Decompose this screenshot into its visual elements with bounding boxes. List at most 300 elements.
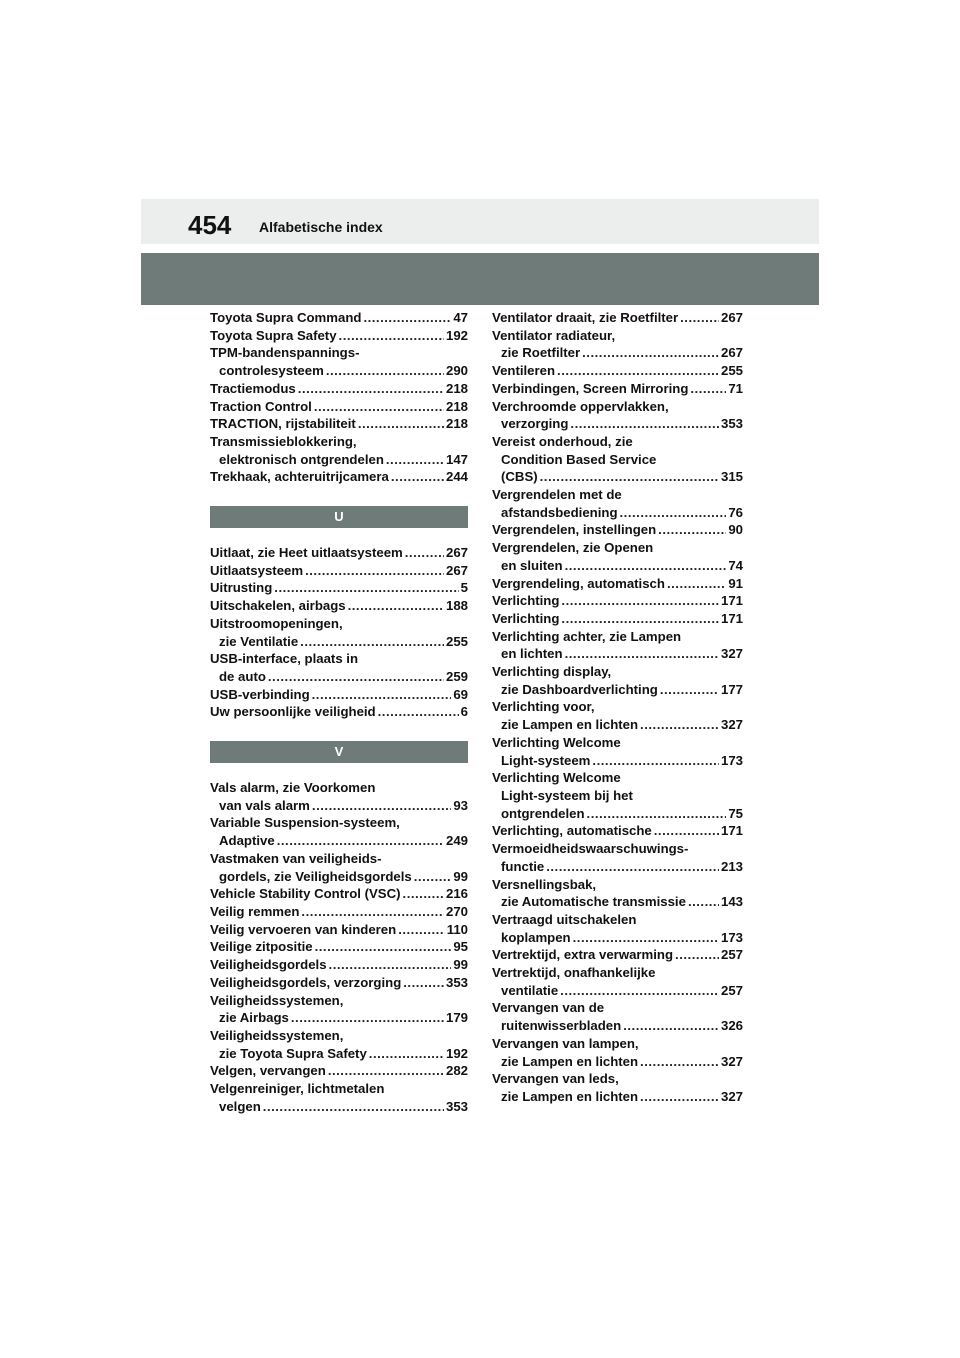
entry-term [210,974,468,992]
index-entry [210,433,468,468]
entry-page-number: 6 [460,704,468,720]
entry-term [210,814,468,832]
dot-leader [592,752,719,770]
entry-term [210,885,468,903]
index-entry [210,344,468,379]
dot-leader [623,1017,719,1035]
dot-leader [573,929,719,947]
entry-text: Vervangen van leds, [492,1071,619,1087]
entry-text: Light-systeem bij het [501,787,633,803]
entry-page-number: 315 [720,469,743,485]
entry-term [492,362,743,380]
entry-page-number: 69 [453,686,468,702]
entry-page-number: 327 [720,717,743,733]
entry-text: USB-verbinding [210,686,310,702]
entry-term-continuation [492,681,743,699]
entry-term-continuation [492,858,743,876]
entry-term-continuation [210,633,468,651]
index-entry [492,946,743,964]
entry-text: Verlichting Welcome [492,770,621,786]
index-entry [210,398,468,416]
entry-page-number: 93 [453,797,468,813]
spacer [210,721,468,741]
entry-page-number: 216 [445,886,468,902]
index-entry [210,562,468,580]
entry-term-continuation [492,504,743,522]
dot-leader [403,885,444,903]
entry-term [210,938,468,956]
entry-page-number: 47 [453,310,468,325]
entry-text: Verlichting achter, zie Lampen [492,628,682,644]
dot-leader [314,398,444,416]
entry-text: Veilig vervoeren van kinderen [210,921,397,937]
dot-leader [363,309,451,327]
entry-text: zie Airbags [219,1010,289,1026]
entry-text: Uitrusting [210,580,273,596]
entry-term-continuation [492,716,743,734]
entry-page-number: 255 [720,363,743,379]
dot-leader [369,1045,444,1063]
entry-page-number: 327 [720,646,743,662]
index-entry [492,362,743,380]
entry-text: Velgenreiniger, lichtmetalen [210,1081,385,1097]
index-entry [210,850,468,885]
entry-page-number: 218 [445,416,468,432]
entry-term [492,663,743,681]
dot-leader [291,1009,444,1027]
entry-term-continuation [492,451,743,469]
dot-leader [277,832,444,850]
index-entry [492,734,743,769]
index-entry [210,686,468,704]
entry-text: Verlichting [492,610,560,626]
dot-leader [301,903,444,921]
entry-term [210,903,468,921]
entry-page-number: 147 [445,451,468,467]
entry-term-continuation [210,868,468,886]
entry-text: Vervangen van lampen, [492,1035,639,1051]
entry-text: gordels, zie Veiligheidsgordels [219,868,412,884]
entry-page-number: 353 [445,1098,468,1114]
entry-page-number: 218 [445,380,468,396]
entry-text: Uitschakelen, airbags [210,598,346,614]
entry-page-number: 327 [720,1088,743,1104]
entry-page-number: 99 [453,957,468,973]
entry-term [210,921,468,939]
entry-page-number: 353 [445,974,468,990]
dot-leader [546,858,719,876]
section-title: Alfabetische index [259,219,383,235]
index-entry [492,1070,743,1105]
dot-leader [315,938,452,956]
entry-page-number: 171 [720,610,743,626]
index-entry [492,911,743,946]
entry-term-continuation [210,1045,468,1063]
entry-term [210,309,468,327]
entry-text: verzorging [501,416,569,432]
entry-text: Vastmaken van veiligheids- [210,850,382,866]
entry-text: Veilige zitpositie [210,939,313,955]
entry-text: Vergrendelen, zie Openen [492,540,654,556]
index-entry [210,1080,468,1115]
dot-leader [587,805,727,823]
entry-text: zie Lampen en lichten [501,1053,639,1069]
dot-leader [660,681,719,699]
entry-term [492,876,743,894]
entry-term [492,964,743,982]
entry-term [492,840,743,858]
dot-leader [690,380,726,398]
dot-leader [263,1098,444,1116]
entry-page-number: 353 [720,416,743,432]
dot-leader [654,822,719,840]
entry-text: Traction Control [210,398,312,414]
index-entry [210,903,468,921]
entry-term-continuation [492,929,743,947]
entry-term [210,956,468,974]
index-entry [492,592,743,610]
entry-text: elektronisch ontgrendelen [219,451,384,467]
entry-page-number: 327 [720,1053,743,1069]
entry-term [210,597,468,615]
index-entry [210,327,468,345]
index-entry [492,610,743,628]
entry-page-number: 71 [728,380,743,396]
entry-term [210,1062,468,1080]
index-entry [492,840,743,875]
dot-leader [312,686,452,704]
dot-leader [561,592,719,610]
entry-term-continuation [492,787,743,805]
entry-term-continuation [210,362,468,380]
entry-term [492,946,743,964]
entry-text: zie Dashboardverlichting [501,681,658,697]
entry-term-continuation [492,468,743,486]
entry-page-number: 249 [445,833,468,849]
dot-leader [386,451,444,469]
index-entry [492,698,743,733]
entry-page-number: 192 [445,327,468,343]
entry-term [492,380,743,398]
entry-term [210,650,468,668]
entry-term [210,415,468,433]
entry-page-number: 257 [720,982,743,998]
entry-term [210,380,468,398]
entry-term-continuation [492,344,743,362]
entry-term-continuation [210,797,468,815]
entry-page-number: 110 [446,921,468,937]
entry-term [210,850,468,868]
entry-text: Transmissieblokkering, [210,433,357,449]
entry-text: Vereist onderhoud, zie [492,433,633,449]
index-entry [210,468,468,486]
dot-leader [329,956,452,974]
dot-leader [561,610,719,628]
entry-text: Uitlaat, zie Heet uitlaatsysteem [210,545,403,561]
dot-leader [300,633,444,651]
dot-leader [305,562,444,580]
entry-text: velgen [219,1098,261,1114]
index-entry [210,814,468,849]
entry-page-number: 218 [445,398,468,414]
entry-text: ventilatie [501,982,559,998]
entry-term-continuation [492,805,743,823]
entry-text: Trekhaak, achteruitrijcamera [210,469,389,485]
index-entry [210,885,468,903]
entry-term [492,911,743,929]
entry-term-continuation [492,557,743,575]
entry-text: koplampen [501,929,571,945]
dot-leader [570,415,719,433]
entry-text: Variable Suspension-systeem, [210,815,400,831]
entry-term [492,575,743,593]
index-entry [210,938,468,956]
entry-page-number: 173 [720,752,743,768]
entry-text: Ventileren [492,363,556,379]
entry-term [492,327,743,345]
index-entry [210,921,468,939]
entry-term [492,433,743,451]
spacer [210,528,468,544]
entry-text: zie Ventilatie [219,633,299,649]
dot-leader [620,504,727,522]
entry-text: Veiligheidssystemen, [210,992,344,1008]
entry-term [210,579,468,597]
page-number: 454 [188,210,232,240]
index-entry [492,309,743,327]
entry-term-continuation [210,1098,468,1116]
entry-text: Tractiemodus [210,380,296,396]
entry-text: Vergrendelen, instellingen [492,522,657,538]
entry-term [210,992,468,1010]
entry-page-number: 267 [445,545,468,561]
entry-page-number: 99 [453,868,468,884]
entry-text: Vermoeidheidswaarschuwings- [492,841,689,857]
dot-leader [405,544,444,562]
index-entry [492,433,743,486]
entry-term [210,327,468,345]
index-column-left [210,309,468,1115]
entry-text: Verbindingen, Screen Mirroring [492,380,689,396]
title-bar [141,253,819,305]
entry-text: Veiligheidsgordels [210,957,327,973]
entry-page-number: 90 [728,522,743,538]
index-entry [492,539,743,574]
entry-term-continuation [492,415,743,433]
dot-leader [680,309,719,327]
entry-text: van vals alarm [219,797,310,813]
entry-page-number: 177 [720,681,743,697]
entry-page-number: 173 [720,929,743,945]
entry-page-number: 267 [445,562,468,578]
entry-text: Veiligheidsgordels, verzorging [210,974,402,990]
entry-term [210,544,468,562]
entry-term [492,769,743,787]
dot-leader [326,362,444,380]
entry-text: Verlichting voor, [492,699,595,715]
dot-leader [565,557,727,575]
entry-page-number: 267 [720,310,743,325]
entry-term-continuation [492,893,743,911]
entry-text: Condition Based Service [501,451,657,467]
entry-text: Vervangen van de [492,1000,605,1016]
entry-text: Vergrendelen met de [492,487,622,503]
entry-text: USB-interface, plaats in [210,651,359,667]
entry-text: Uw persoonlijke veiligheid [210,704,376,720]
entry-text: Adaptive [219,833,275,849]
entry-term [210,344,468,362]
entry-text: Toyota Supra Command [210,310,362,325]
entry-term [492,999,743,1017]
index-entry [210,992,468,1027]
index-entry [492,628,743,663]
entry-text: Vergrendeling, automatisch [492,575,665,591]
index-entry [492,398,743,433]
index-entry [210,597,468,615]
index-entry [492,876,743,911]
index-entry [210,1062,468,1080]
entry-term [210,433,468,451]
entry-page-number: 188 [445,598,468,614]
entry-page-number: 282 [445,1063,468,1079]
entry-text: Vertrektijd, onafhankelijke [492,965,656,981]
dot-leader [640,1088,719,1106]
dot-leader [557,362,719,380]
entry-term [210,398,468,416]
entry-text: Light-systeem [501,752,591,768]
entry-text: ruitenwisserbladen [501,1018,622,1034]
entry-term [492,1070,743,1088]
entry-term [492,628,743,646]
dot-leader [298,380,444,398]
entry-term [492,486,743,504]
entry-page-number: 290 [445,363,468,379]
entry-text: Veiligheidssystemen, [210,1027,344,1043]
spacer [210,486,468,506]
index-entry [492,1035,743,1070]
entry-text: zie Automatische transmissie [501,894,686,910]
entry-term [492,822,743,840]
entry-page-number: 75 [728,805,743,821]
entry-page-number: 213 [720,858,743,874]
dot-leader [312,797,451,815]
entry-term [492,610,743,628]
entry-text: Versnellingsbak, [492,876,597,892]
entry-text: Verlichting [492,593,560,609]
entry-text: zie Toyota Supra Safety [219,1045,367,1061]
entry-term [492,539,743,557]
dot-leader [560,982,719,1000]
index-entry [492,327,743,362]
entry-text: Verchroomde oppervlakken, [492,398,669,414]
index-entry [492,663,743,698]
entry-text: zie Roetfilter [501,345,581,361]
dot-leader [582,344,719,362]
entry-text: (CBS) [501,469,538,485]
entry-text: Uitstroomopeningen, [210,615,343,631]
dot-leader [339,327,444,345]
dot-leader [398,921,445,939]
entry-term-continuation [492,982,743,1000]
entry-page-number: 171 [720,823,743,839]
entry-text: zie Lampen en lichten [501,1088,639,1104]
entry-term-continuation [210,832,468,850]
entry-page-number: 95 [453,939,468,955]
entry-page-number: 326 [720,1018,743,1034]
entry-text: functie [501,858,545,874]
entry-page-number: 171 [720,593,743,609]
index-entry [492,575,743,593]
entry-term-continuation [492,645,743,663]
letter-heading: U [210,506,468,528]
entry-text: Ventilator draait, zie Roetfilter [492,310,679,325]
index-entry [210,579,468,597]
dot-leader [640,1053,719,1071]
spacer [210,763,468,779]
entry-term [210,686,468,704]
entry-text: en lichten [501,646,563,662]
entry-term [210,468,468,486]
entry-page-number: 267 [720,345,743,361]
dot-leader [688,893,719,911]
entry-term-continuation [210,1009,468,1027]
entry-text: Uitlaatsysteem [210,562,304,578]
entry-term [210,703,468,721]
entry-text: Ventilator radiateur, [492,327,616,343]
entry-text: Verlichting Welcome [492,734,621,750]
entry-text: ontgrendelen [501,805,585,821]
index-entry [210,1027,468,1062]
entry-page-number: 143 [720,894,743,910]
entry-text: Vertraagd uitschakelen [492,911,637,927]
entry-term-continuation [492,752,743,770]
dot-leader [348,597,444,615]
index-entry [492,521,743,539]
entry-text: Toyota Supra Safety [210,327,337,343]
entry-term [210,562,468,580]
letter-heading: V [210,741,468,763]
entry-term [492,398,743,416]
entry-term [492,1035,743,1053]
entry-text: Verlichting, automatische [492,823,652,839]
index-entry [492,999,743,1034]
index-entry [210,380,468,398]
index-entry [210,703,468,721]
dot-leader [268,668,444,686]
entry-page-number: 244 [445,469,468,485]
entry-page-number: 179 [445,1010,468,1026]
entry-page-number: 5 [460,580,468,596]
entry-text: Vehicle Stability Control (VSC) [210,886,401,902]
index-entry [210,956,468,974]
index-entry [210,974,468,992]
dot-leader [378,703,459,721]
entry-text: Verlichting display, [492,664,612,680]
index-entry [492,486,743,521]
entry-page-number: 76 [728,504,743,520]
entry-text: zie Lampen en lichten [501,717,639,733]
entry-text: TPM-bandenspannings- [210,345,360,361]
entry-text: de auto [219,668,266,684]
entry-page-number: 259 [445,668,468,684]
entry-term-continuation [492,1053,743,1071]
entry-text: Vertrektijd, extra verwarming [492,947,674,963]
entry-term [210,779,468,797]
entry-text: afstandsbediening [501,504,618,520]
entry-term-continuation [210,668,468,686]
entry-term [492,592,743,610]
entry-term [210,1027,468,1045]
